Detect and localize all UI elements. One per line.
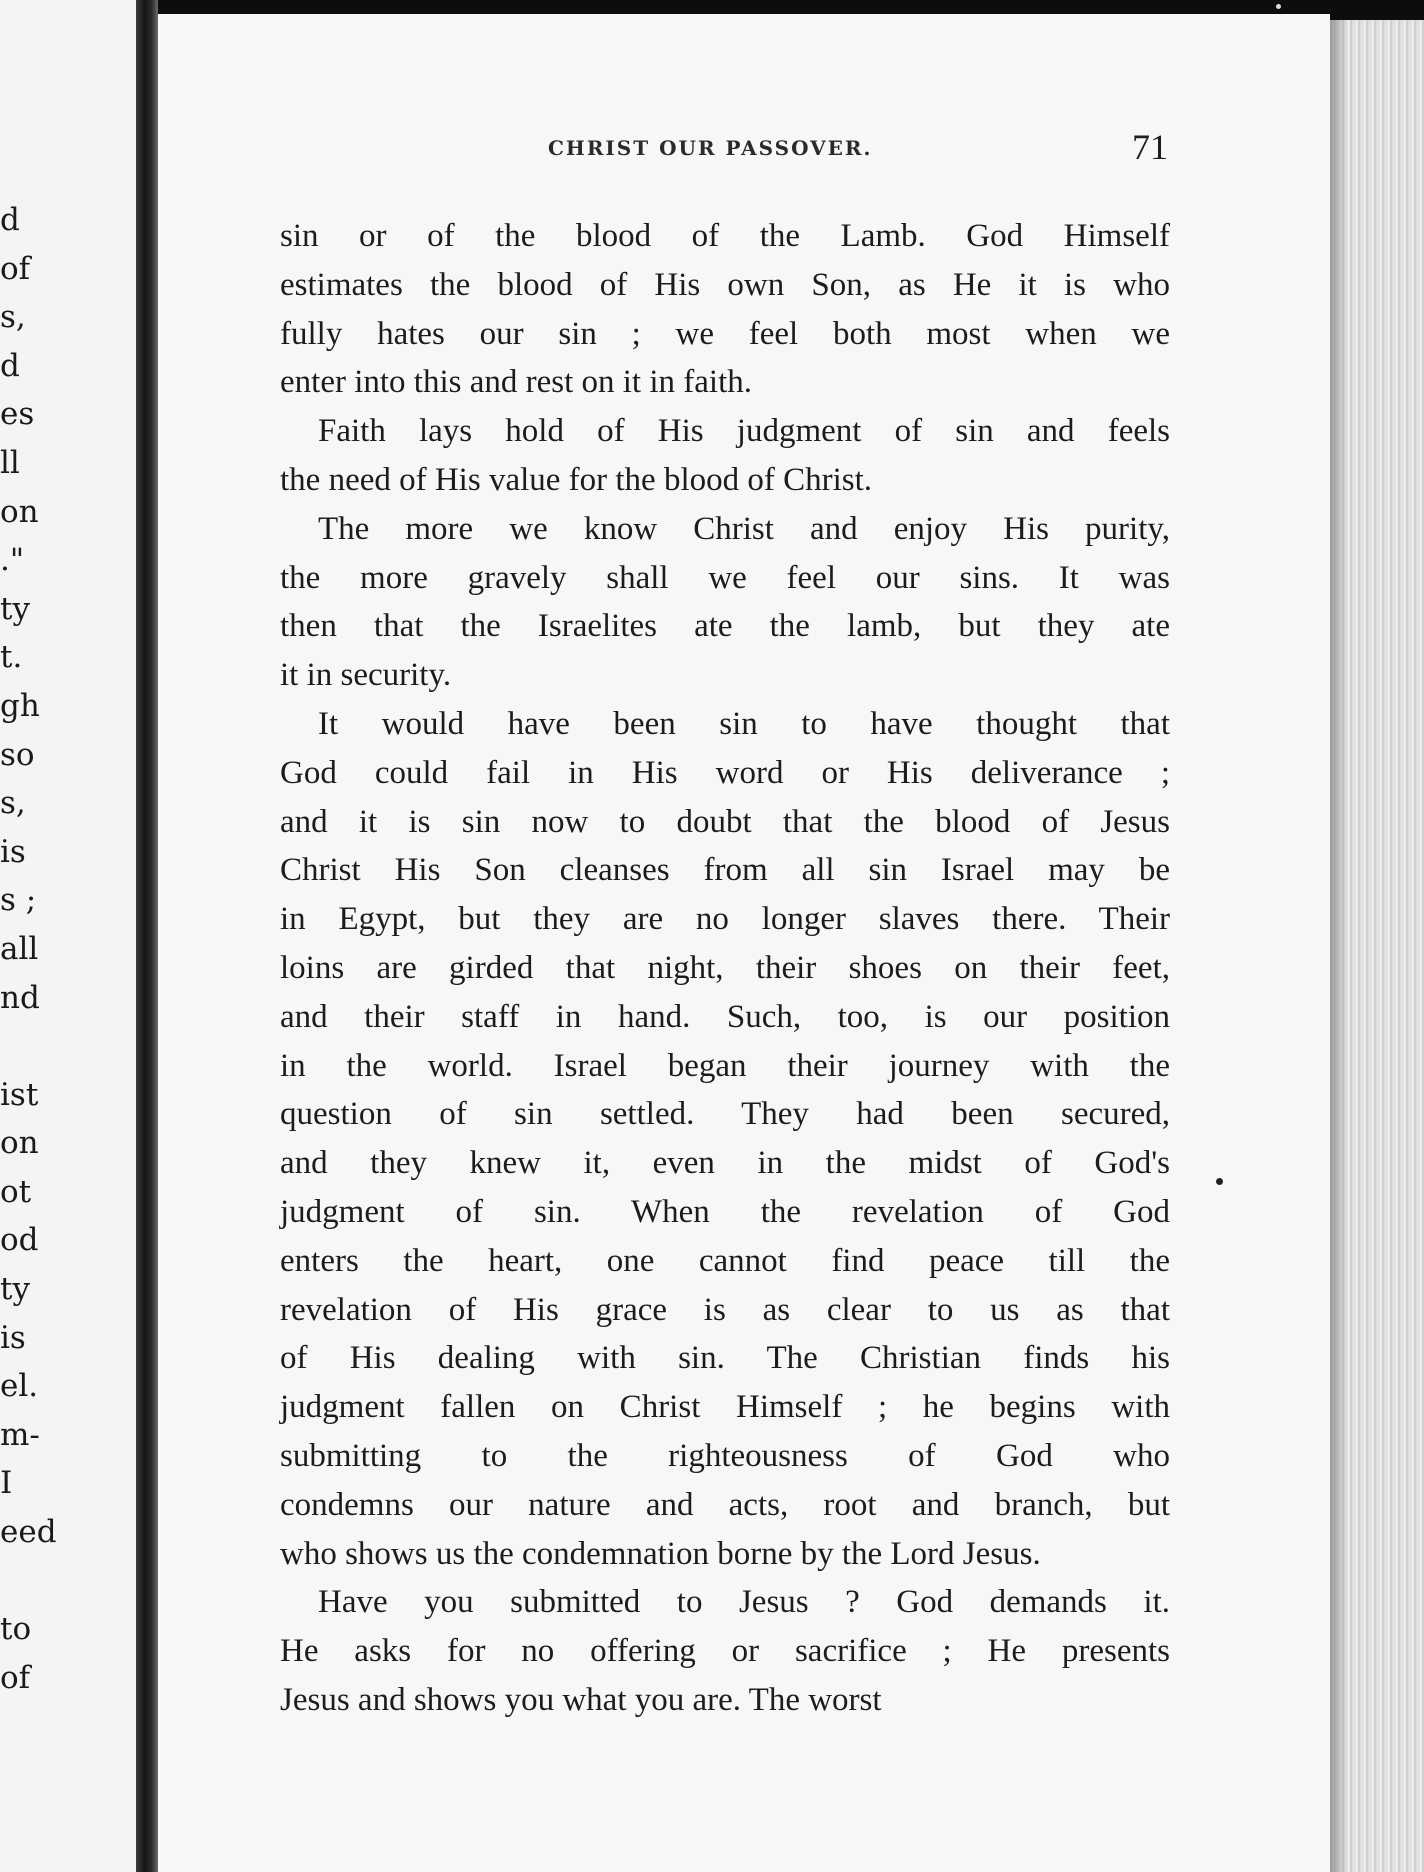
text-line: the more gravely shall we feel our sins. It was [280,559,1170,596]
text-line: The more we know Christ and enjoy His purity, [318,510,1170,547]
facing-page-line-ending: nd [0,979,40,1016]
running-title: CHRIST OUR PASSOVER. [548,136,873,160]
scan-speck [1276,4,1281,9]
facing-page-line-ending: ty [0,1271,30,1308]
text-line: Faith lays hold of His judgment of sin and feels [318,413,1170,450]
facing-page-line-ending: ty [0,590,30,627]
facing-page-line-ending: I [0,1465,13,1502]
facing-page-line-ending: m- [0,1416,40,1453]
book-gutter [136,0,158,1872]
facing-page-line-ending: of [0,250,31,287]
scan-speck [1216,1178,1223,1185]
facing-page-line-ending: is [0,833,26,870]
facing-page-left [0,0,136,1872]
text-line: then that the Israelites ate the lamb, but they ate [280,608,1170,645]
facing-page-line-ending: so [0,736,35,773]
text-line: submitting to the righteousness of God who [280,1437,1170,1474]
text-line: question of sin settled. They had been secured, [280,1096,1170,1133]
paragraph [280,212,1170,407]
text-line: It would have been sin to have thought that [318,705,1170,742]
facing-page-line-ending: od [0,1222,39,1259]
facing-page-line-ending: is [0,1319,26,1356]
text-line: enters the heart, one cannot find peace till the [280,1242,1170,1279]
facing-page-line-ending: all [0,930,39,967]
paragraph [280,1578,1170,1724]
text-line: judgment of sin. When the revelation of God [280,1193,1170,1230]
body-text [280,212,1170,1725]
text-line: and it is sin now to doubt that the blood of Jesus [280,803,1170,840]
facing-page-line-ending: of [0,1659,31,1696]
text-line: loins are girded that night, their shoes on their feet, [280,949,1170,986]
text-line: Christ His Son cleanses from all sin Israel may be [280,852,1170,889]
facing-page-line-ending: gh [0,687,40,724]
facing-page-line-ending: ll [0,444,20,481]
text-line: judgment fallen on Christ Himself ; he begins with [280,1389,1170,1426]
page-number: 71 [1132,127,1168,167]
facing-page-line-ending: t. [0,639,23,676]
text-line: the need of His value for the blood of Christ. [280,461,873,498]
facing-page-line-ending [0,1557,136,1606]
facing-page-line-ending: s ; [0,882,37,919]
facing-page-line-ending: ." [0,542,25,579]
text-line: He asks for no offering or sacrifice ; He presents [280,1633,1170,1670]
text-line: enter into this and rest on it in faith. [280,364,752,401]
facing-page-line-ending: on [0,493,39,530]
text-line: Have you submitted to Jesus ? God demands it. [318,1584,1170,1621]
text-line: who shows us the condemnation borne by the Lord Jesus. [280,1535,1041,1572]
facing-page-line-ending: s, [0,299,26,336]
facing-page-line-endings [0,196,136,1702]
facing-page-line-ending: ot [0,1173,32,1210]
facing-page-line-ending: to [0,1611,32,1648]
text-line: estimates the blood of His own Son, as He it is who [280,266,1170,303]
text-line: and they knew it, even in the midst of God's [280,1145,1170,1182]
paragraph [280,505,1170,700]
text-line: fully hates our sin ; we feel both most when we [280,315,1170,352]
text-line: sin or of the blood of the Lamb. God Himself [280,218,1170,254]
text-line: in Egypt, but they are no longer slaves there. Their [280,901,1170,938]
paragraph [280,407,1170,505]
text-line: revelation of His grace is as clear to us as that [280,1291,1170,1328]
facing-page-line-ending: es [0,396,35,433]
text-line: in the world. Israel began their journey with the [280,1047,1170,1084]
facing-page-line-ending: eed [0,1514,57,1551]
text-line: condemns our nature and acts, root and branch, but [280,1486,1170,1523]
facing-page-line-ending: on [0,1125,39,1162]
paragraph [280,700,1170,1578]
facing-page-line-ending: el. [0,1368,39,1405]
text-line: and their staff in hand. Such, too, is our position [280,998,1170,1035]
text-line: God could fail in His word or His deliverance ; [280,754,1170,791]
facing-page-line-ending: s, [0,785,26,822]
fore-edge-shadow [1330,20,1348,1872]
facing-page-line-ending: d [0,202,20,238]
facing-page-line-ending: d [0,347,20,384]
running-head [390,122,1168,182]
facing-page-line-ending [0,1022,136,1071]
facing-page-line-ending: ist [0,1076,39,1113]
text-line: of His dealing with sin. The Christian finds his [280,1340,1170,1377]
text-line: it in security. [280,657,452,694]
text-line: Jesus and shows you what you are. The worst [280,1681,882,1718]
